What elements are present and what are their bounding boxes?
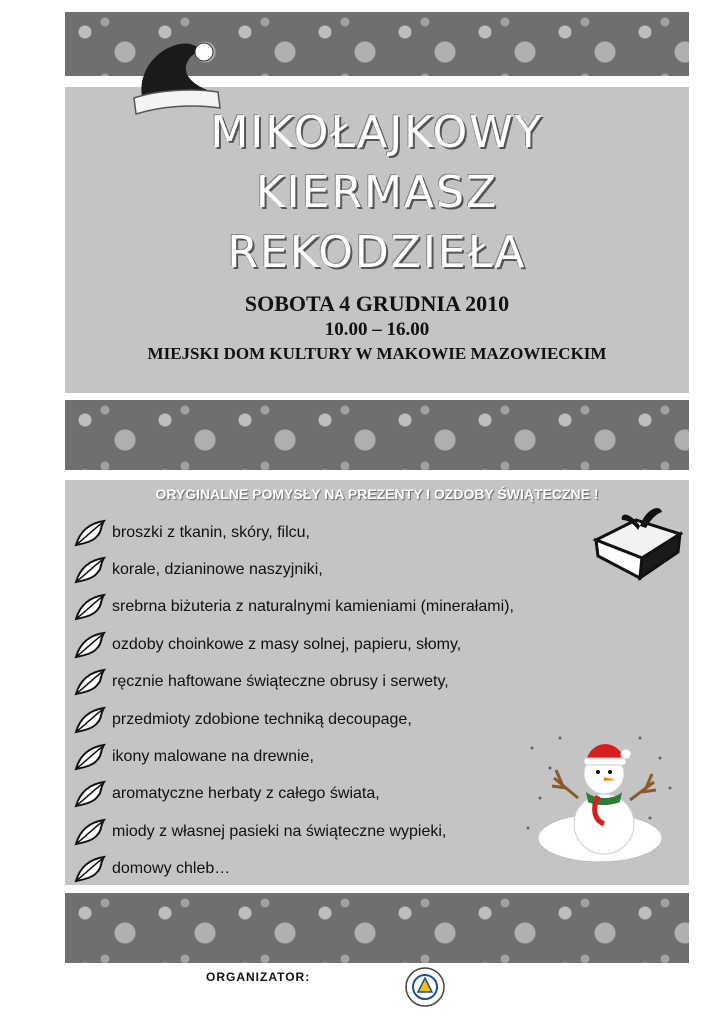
list-item	[72, 701, 514, 738]
holly-leaf-icon	[72, 591, 108, 623]
list-item	[72, 589, 514, 626]
header-panel	[65, 87, 689, 393]
holly-leaf-icon	[72, 778, 108, 810]
offer-list	[72, 514, 514, 888]
title-line-1: MIKOŁAJKOWY	[210, 107, 544, 158]
event-date: SOBOTA 4 GRUDNIA 2010	[244, 291, 510, 316]
list-item	[72, 776, 514, 813]
organizer-logo-icon	[404, 966, 446, 1008]
holly-leaf-icon	[72, 853, 108, 885]
list-item	[72, 851, 514, 888]
item-text: korale, dzianinowe naszyjniki,	[112, 561, 323, 579]
holly-leaf-icon	[72, 629, 108, 661]
item-text: ręcznie haftowane świąteczne obrusy i serwety,	[112, 673, 449, 691]
holly-leaf-icon	[72, 666, 108, 698]
title-line-2: KIERMASZ	[255, 167, 499, 218]
holly-leaf-icon	[72, 704, 108, 736]
gift-box-icon	[590, 498, 686, 582]
holly-leaf-icon	[72, 816, 108, 848]
holly-leaf-icon	[72, 517, 108, 549]
item-text: broszki z tkanin, skóry, filcu,	[112, 523, 310, 541]
list-item	[72, 813, 514, 850]
item-text: srebrna biżuteria z naturalnymi kamieniami (minerałami),	[112, 598, 514, 616]
list-item	[72, 514, 514, 551]
list-item	[72, 551, 514, 588]
snowflake-band-bottom	[65, 893, 689, 963]
item-text: przedmioty zdobione techniką decoupage,	[112, 710, 412, 728]
event-venue: MIEJSKI DOM KULTURY W MAKOWIE MAZOWIECKIM	[147, 344, 607, 363]
offer-heading: ORYGINALNE POMYSŁY NA PREZENTY I OZDOBY ŚWIĄTECZNE !	[155, 486, 599, 502]
list-item	[72, 738, 514, 775]
item-text: miody z własnej pasieki na świąteczne wypieki,	[112, 822, 447, 840]
santa-hat-icon	[128, 30, 224, 120]
title-line-3: REKODZIEŁA	[227, 227, 527, 278]
item-text: aromatyczne herbaty z całego świata,	[112, 785, 380, 803]
list-item	[72, 664, 514, 701]
list-item	[72, 626, 514, 663]
organizer-label: ORGANIZATOR:	[206, 970, 311, 984]
event-time: 10.00 – 16.00	[324, 319, 430, 340]
holly-leaf-icon	[72, 554, 108, 586]
snowflake-band-middle	[65, 400, 689, 470]
item-text: ikony malowane na drewnie,	[112, 748, 314, 766]
item-text: ozdoby choinkowe z masy solnej, papieru, słomy,	[112, 635, 462, 653]
holly-leaf-icon	[72, 741, 108, 773]
snowman-icon	[520, 728, 680, 868]
item-text: domowy chleb…	[112, 860, 231, 878]
